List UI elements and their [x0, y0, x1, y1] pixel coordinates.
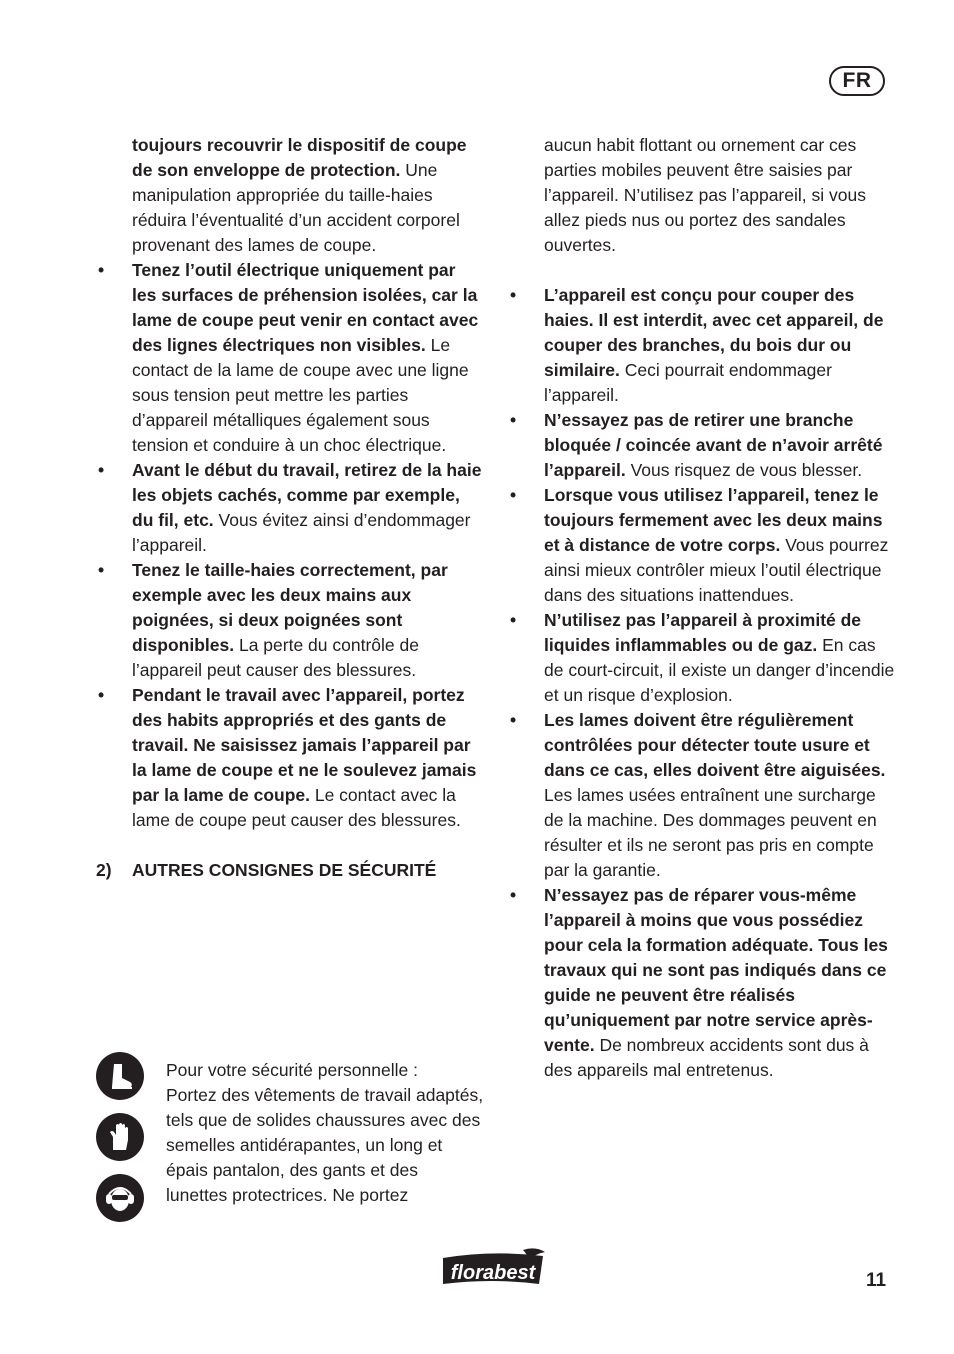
- bullet-icon: •: [510, 610, 517, 630]
- section-title: AUTRES CONSIGNES DE SÉCURITÉ: [132, 860, 437, 880]
- bullet-icon: •: [98, 685, 105, 705]
- brand-name: florabest: [450, 1262, 536, 1284]
- ppe-text: [162, 1058, 484, 1208]
- item-text: Les lames usées entraînent une surcharge de la machine. Des dommages peuvent en résulter et ils ne seront pas pris en compte par la garantie.: [544, 785, 877, 880]
- item-text: De nombreux accidents sont dus à des appareils mal entretenus.: [544, 1035, 869, 1080]
- bullet-icon: •: [510, 710, 517, 730]
- item-bold: Les lames doivent être régulièrement contrôlées pour détecter toute usure et dans ce cas, elles doivent être aiguisées.: [544, 710, 886, 780]
- item-text: Vous pourrez ainsi mieux contrôler mieux l’outil électrique dans des situations inattendues.: [544, 535, 889, 605]
- item-text: Ceci pourrait endommager l’appareil.: [544, 360, 832, 405]
- language-code: FR: [842, 69, 872, 92]
- item-text: La perte du contrôle de l’appareil peut causer des blessures.: [132, 635, 419, 680]
- list-item: [508, 708, 896, 883]
- language-badge: [829, 66, 885, 96]
- bullet-icon: •: [98, 560, 105, 580]
- left-column: [96, 133, 484, 883]
- florabest-logo: [437, 1246, 551, 1290]
- list-item: [508, 408, 896, 483]
- item-text: Le contact avec la lame de coupe peut causer des blessures.: [132, 785, 461, 830]
- bullet-icon: •: [510, 885, 517, 905]
- ppe-intro-line: Pour votre sécurité personnelle :: [166, 1060, 418, 1080]
- boot-icon: [96, 1052, 144, 1100]
- list-item: [508, 283, 896, 408]
- left-intro-bold: toujours recouvrir le dispositif de coupe de son enveloppe de protection.: [132, 135, 467, 180]
- list-item: [96, 458, 484, 558]
- goggles-ear-protection-icon: [96, 1174, 144, 1222]
- bullet-icon: •: [510, 485, 517, 505]
- item-bold: Tenez l’outil électrique uniquement par les surfaces de préhension isolées, car la lame de coupe peut venir en contact avec des lignes électriques non visibles.: [132, 260, 479, 355]
- ppe-paragraph: Portez des vêtements de travail adaptés, tels que de solides chaussures avec des semelles antidérapantes, un long et épais pantalon, des gants et des lunettes protectrices. Ne portez: [166, 1085, 484, 1205]
- item-bold: N’essayez pas de retirer une branche bloquée / coincée avant de n’avoir arrêté l’appareil.: [544, 410, 883, 480]
- bullet-icon: •: [510, 410, 517, 430]
- item-text: Le contact de la lame de coupe avec une ligne sous tension peut mettre les parties d’appareil métalliques également sous tension et conduire à un choc électrique.: [132, 335, 469, 455]
- item-bold: Avant le début du travail, retirez de la haie les objets cachés, comme par exemple, du fil, etc.: [132, 460, 482, 530]
- right-intro-paragraph: aucun habit flottant ou ornement car ces parties mobiles peuvent être saisies par l’appareil. N’utilisez pas l’appareil, si vous allez pieds nus ou portez des sandales ouvertes.: [544, 135, 866, 255]
- glove-icon: [96, 1113, 144, 1161]
- item-text: En cas de court-circuit, il existe un danger d’incendie et un risque d’explosion.: [544, 635, 895, 705]
- bullet-icon: •: [510, 285, 517, 305]
- item-bold: Lorsque vous utilisez l’appareil, tenez le toujours fermement avec les deux mains et à distance de votre corps.: [544, 485, 883, 555]
- item-bold: Tenez le taille-haies correctement, par exemple avec les deux mains aux poignées, si deux poignées sont disponibles.: [132, 560, 448, 655]
- item-bold: N’essayez pas de réparer vous-même l’appareil à moins que vous possédiez pour cela la formation adéquate. Tous les travaux qui ne sont pas indiqués dans ce guide ne peuvent être réalisés qu’uniquement par notre service après-vente.: [544, 885, 888, 1055]
- section-heading: [96, 858, 484, 883]
- item-bold: N’utilisez pas l’appareil à proximité de liquides inflammables ou de gaz.: [544, 610, 862, 655]
- list-item: [96, 558, 484, 683]
- left-intro-paragraph: [96, 133, 484, 258]
- list-item: [96, 683, 484, 833]
- list-item: [508, 608, 896, 708]
- item-bold: Pendant le travail avec l’appareil, portez des habits appropriés et des gants de travail. Ne saisissez jamais l’appareil par la lame de coupe et ne le soulevez jamais par la lame de coupe.: [132, 685, 477, 805]
- list-item: [508, 883, 896, 1083]
- page-number: 11: [866, 1270, 887, 1291]
- item-text: Vous risquez de vous blesser.: [625, 460, 863, 480]
- item-text: Vous évitez ainsi d’endommager l’appareil.: [132, 510, 471, 555]
- section-number: 2): [96, 860, 112, 880]
- left-intro-text: Une manipulation appropriée du taille-haies réduira l’éventualité d’un accident corporel provenant des lames de coupe.: [132, 160, 460, 255]
- spacer: [508, 258, 896, 283]
- item-bold: L’appareil est conçu pour couper des haies. Il est interdit, avec cet appareil, de couper des branches, du bois dur ou similaire.: [544, 285, 884, 380]
- list-item: [508, 483, 896, 608]
- bullet-icon: •: [98, 260, 105, 280]
- list-item: [96, 258, 484, 458]
- ppe-icons: [96, 1052, 148, 1235]
- right-column: [508, 133, 896, 1083]
- bullet-icon: •: [98, 460, 105, 480]
